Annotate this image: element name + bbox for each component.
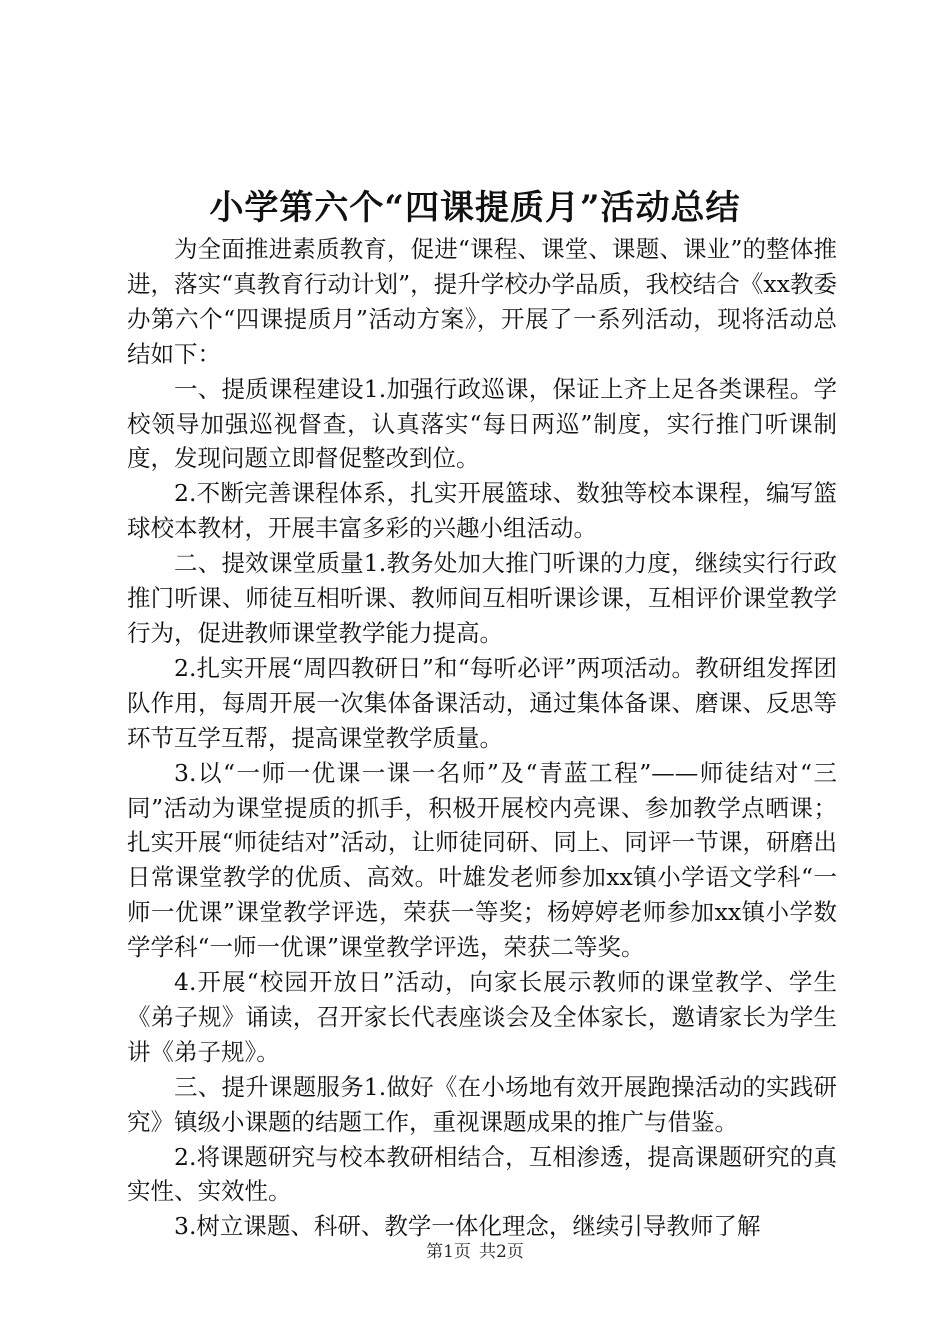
paragraph-topic-integration: 2.将课题研究与校本教研相结合，互相渗透，提高课题研究的真实性、实效性。 [127, 1142, 837, 1206]
paragraph-research-day: 2.扎实开展“周四教研日”和“每听必评”两项活动。教研组发挥团队作用，每周开展一次集体备课活动，通过集体备课、磨课、反思等环节互学互帮，提高课堂教学质量。 [127, 653, 837, 752]
paragraph-intro: 为全面推进素质教育，促进“课程、课堂、课题、课业”的整体推进，落实“真教育行动计划”，提升学校办学品质，我校结合《xx教委办第六个“四课提质月”活动方案》，开展了一系列活动，现将活动总结如下： [127, 235, 837, 368]
paragraph-course-system: 2.不断完善课程体系，扎实开展篮球、数独等校本课程，编写篮球校本教材，开展丰富多彩的兴趣小组活动。 [127, 479, 837, 543]
paragraph-topic-concept: 3.树立课题、科研、教学一体化理念，继续引导教师了解 [174, 1212, 761, 1241]
document-title: 小学第六个“四课提质月”活动总结 [209, 188, 741, 228]
paragraph-course-building: 一、提质课程建设1.加强行政巡课，保证上齐上足各类课程。学校领导加强巡视督查，认真落实“每日两巡”制度，实行推门听课制度，发现问题立即督促整改到位。 [127, 374, 837, 473]
page-number: 第1页 [426, 1242, 471, 1262]
paragraph-topic-service: 三、提升课题服务1.做好《在小场地有效开展跑操活动的实践研究》镇级小课题的结题工作，重视课题成果的推广与借鉴。 [127, 1072, 837, 1136]
page-footer [0, 1240, 950, 1264]
document-body [127, 232, 837, 1244]
page-total: 共2页 [479, 1242, 524, 1262]
paragraph-open-day: 4.开展“校园开放日”活动，向家长展示教师的课堂教学、学生《弟子规》诵读，召开家长代表座谈会及全体家长，邀请家长为学生讲《弟子规》。 [127, 968, 837, 1066]
paragraph-classroom-quality: 二、提效课堂质量1.教务处加大推门听课的力度，继续实行行政推门听课、师徒互相听课、教师间互相听课诊课，互相评价课堂教学行为，促进教师课堂教学能力提高。 [127, 549, 837, 647]
paragraph-mentoring: 3.以“一师一优课一课一名师”及“青蓝工程”——师徒结对“三同”活动为课堂提质的抓手，积极开展校内亮课、参加教学点晒课；扎实开展“师徒结对”活动，让师徒同研、同上、同评一节课，研磨出日常课堂教学的优质、高效。叶雄发老师参加xx镇小学语文学科“一师一优课”课堂教学评选，荣获一等奖；杨婷婷老师参加xx镇小学数学学科“一师一优课”课堂教学评选，荣获二等奖。 [127, 758, 837, 962]
